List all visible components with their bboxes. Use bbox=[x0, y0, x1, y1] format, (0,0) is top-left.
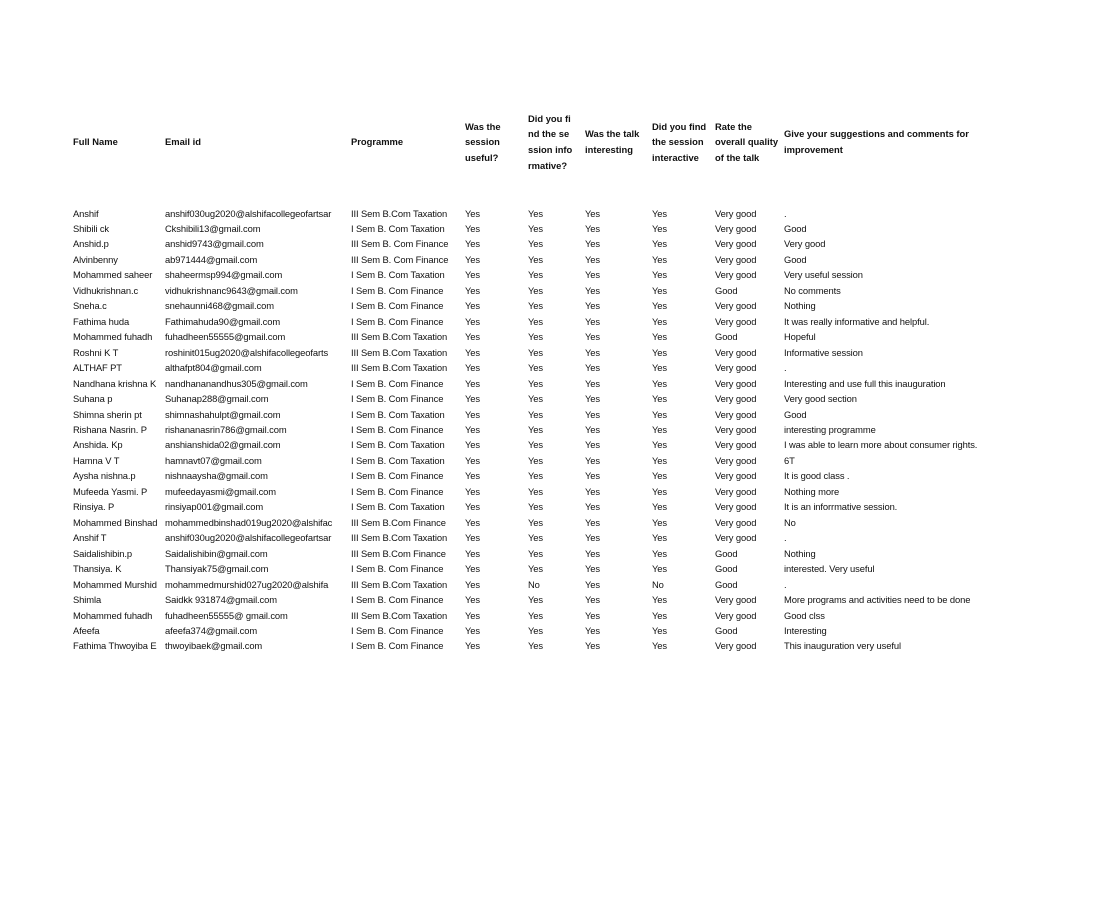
programme-cell[interactable]: III Sem B.Com Finance bbox=[351, 516, 446, 528]
rating-cell[interactable]: Very good bbox=[715, 408, 757, 420]
interactive-cell[interactable]: Yes bbox=[652, 563, 667, 575]
informative-cell[interactable]: Yes bbox=[528, 563, 543, 575]
rating-cell[interactable]: Very good bbox=[715, 315, 757, 327]
interactive-cell[interactable]: Yes bbox=[652, 423, 667, 435]
useful-cell[interactable]: Yes bbox=[465, 624, 480, 636]
interesting-cell[interactable]: Yes bbox=[585, 284, 600, 296]
full-name-cell[interactable]: Mohammed saheer bbox=[73, 269, 153, 281]
interesting-cell[interactable]: Yes bbox=[585, 346, 600, 358]
informative-cell[interactable]: Yes bbox=[528, 408, 543, 420]
email-cell[interactable]: anshif030ug2020@alshifacollegeofartsar bbox=[165, 532, 332, 544]
informative-cell[interactable]: Yes bbox=[528, 547, 543, 559]
interesting-cell[interactable]: Yes bbox=[585, 377, 600, 389]
interactive-cell[interactable]: Yes bbox=[652, 207, 667, 219]
programme-cell[interactable]: III Sem B.Com Taxation bbox=[351, 346, 448, 358]
rating-cell[interactable]: Very good bbox=[715, 377, 757, 389]
useful-cell[interactable]: Yes bbox=[465, 578, 480, 590]
interesting-cell[interactable]: Yes bbox=[585, 516, 600, 528]
useful-cell[interactable]: Yes bbox=[465, 223, 480, 234]
email-cell[interactable]: rinsiyap001@gmail.com bbox=[165, 501, 264, 513]
full-name-cell[interactable]: Anshif bbox=[73, 207, 99, 219]
informative-cell[interactable]: Yes bbox=[528, 377, 543, 389]
interactive-cell[interactable]: Yes bbox=[652, 547, 667, 559]
informative-cell[interactable]: Yes bbox=[528, 423, 543, 435]
interactive-cell[interactable]: No bbox=[652, 578, 664, 590]
rating-cell[interactable]: Very good bbox=[715, 532, 757, 544]
informative-cell[interactable]: Yes bbox=[528, 315, 543, 327]
email-cell[interactable]: shaheermsp994@gmail.com bbox=[165, 269, 283, 281]
full-name-cell[interactable]: Thansiya. K bbox=[73, 563, 122, 575]
comments-cell[interactable]: Good bbox=[784, 253, 807, 265]
header-interesting-label: Was the talk interesting bbox=[585, 128, 640, 155]
header-rating-label: Rate the overall quality of the talk bbox=[715, 120, 779, 163]
interactive-cell[interactable]: Yes bbox=[652, 624, 667, 636]
email-cell[interactable]: thwoyibaek@gmail.com bbox=[165, 640, 263, 652]
email-cell[interactable]: ab971444@gmail.com bbox=[165, 253, 258, 265]
interesting-cell[interactable]: Yes bbox=[585, 609, 600, 621]
interesting-cell[interactable]: Yes bbox=[585, 300, 600, 312]
email-cell[interactable]: mohammedmurshid027ug2020@alshifa bbox=[165, 578, 329, 590]
programme-cell[interactable]: I Sem B. Com Finance bbox=[351, 624, 444, 636]
interactive-cell[interactable]: Yes bbox=[652, 223, 667, 234]
comments-cell[interactable]: More programs and activities need to be done bbox=[784, 594, 971, 605]
informative-cell[interactable]: Yes bbox=[528, 238, 543, 250]
useful-cell[interactable]: Yes bbox=[465, 532, 480, 544]
comments-cell[interactable]: No comments bbox=[784, 284, 841, 296]
comments-cell[interactable]: It was really informative and helpful. bbox=[784, 315, 930, 327]
interesting-cell[interactable]: Yes bbox=[585, 362, 600, 374]
programme-cell[interactable]: III Sem B.Com Taxation bbox=[351, 532, 448, 544]
useful-cell[interactable]: Yes bbox=[465, 238, 480, 250]
rating-cell[interactable]: Very good bbox=[715, 362, 757, 374]
interesting-cell[interactable]: Yes bbox=[585, 501, 600, 513]
rating-cell[interactable]: Very good bbox=[715, 207, 757, 219]
informative-cell[interactable]: Yes bbox=[528, 346, 543, 358]
interesting-cell[interactable]: Yes bbox=[585, 532, 600, 544]
interactive-cell[interactable]: Yes bbox=[652, 501, 667, 513]
comments-cell[interactable]: Interesting bbox=[784, 624, 827, 636]
rating-cell[interactable]: Very good bbox=[715, 393, 757, 404]
useful-cell[interactable]: Yes bbox=[465, 547, 480, 559]
email-cell[interactable]: fuhadheen55555@ gmail.com bbox=[165, 609, 288, 621]
full-name-cell[interactable]: Alvinbenny bbox=[73, 253, 118, 265]
full-name-cell[interactable]: Shimla bbox=[73, 594, 102, 605]
useful-cell[interactable]: Yes bbox=[465, 454, 480, 466]
interesting-cell[interactable]: Yes bbox=[585, 393, 600, 404]
useful-cell[interactable]: Yes bbox=[465, 609, 480, 621]
comments-cell[interactable]: Very useful session bbox=[784, 269, 863, 281]
interactive-cell[interactable]: Yes bbox=[652, 393, 667, 404]
rating-cell[interactable]: Very good bbox=[715, 223, 757, 234]
comments-cell[interactable]: interesting programme bbox=[784, 423, 876, 435]
full-name-cell[interactable]: Hamna V T bbox=[73, 454, 120, 466]
comments-cell[interactable]: Very good section bbox=[784, 393, 857, 404]
informative-cell[interactable]: Yes bbox=[528, 331, 543, 343]
useful-cell[interactable]: Yes bbox=[465, 300, 480, 312]
programme-cell[interactable]: I Sem B. Com Finance bbox=[351, 377, 444, 389]
email-cell[interactable]: hamnavt07@gmail.com bbox=[165, 454, 262, 466]
useful-cell[interactable]: Yes bbox=[465, 315, 480, 327]
comments-cell[interactable]: Informative session bbox=[784, 346, 863, 358]
comments-cell[interactable]: Nothing bbox=[784, 547, 816, 559]
interactive-cell[interactable]: Yes bbox=[652, 315, 667, 327]
header-informative-label: Did you find the session informative? bbox=[528, 112, 573, 171]
full-name-cell[interactable]: Saidalishibin.p bbox=[73, 547, 132, 559]
full-name-cell[interactable]: ALTHAF PT bbox=[73, 362, 122, 374]
rating-cell[interactable]: Very good bbox=[715, 454, 757, 466]
interesting-cell[interactable]: Yes bbox=[585, 439, 600, 451]
comments-cell[interactable]: No bbox=[784, 516, 796, 528]
email-cell[interactable]: vidhukrishnanc9643@gmail.com bbox=[165, 284, 298, 296]
programme-cell[interactable]: I Sem B. Com Finance bbox=[351, 315, 444, 327]
interesting-cell[interactable]: Yes bbox=[585, 269, 600, 281]
useful-cell[interactable]: Yes bbox=[465, 640, 480, 652]
full-name-cell[interactable]: Anshid.p bbox=[73, 238, 109, 250]
interactive-cell[interactable]: Yes bbox=[652, 300, 667, 312]
interesting-cell[interactable]: Yes bbox=[585, 207, 600, 219]
useful-cell[interactable]: Yes bbox=[465, 362, 480, 374]
interactive-cell[interactable]: Yes bbox=[652, 439, 667, 451]
comments-cell[interactable]: Good clss bbox=[784, 609, 825, 621]
email-cell[interactable]: mufeedayasmi@gmail.com bbox=[165, 485, 277, 497]
informative-cell[interactable]: Yes bbox=[528, 253, 543, 265]
full-name-cell[interactable]: Rishana Nasrin. P bbox=[73, 423, 147, 435]
comments-cell[interactable]: Interesting and use full this inauguration bbox=[784, 377, 946, 389]
interesting-cell[interactable]: Yes bbox=[585, 485, 600, 497]
interactive-cell[interactable]: Yes bbox=[652, 362, 667, 374]
useful-cell[interactable]: Yes bbox=[465, 408, 480, 420]
email-cell[interactable]: afeefa374@gmail.com bbox=[165, 624, 258, 636]
rating-cell[interactable]: Very good bbox=[715, 640, 757, 652]
programme-cell[interactable]: I Sem B. Com Finance bbox=[351, 640, 444, 652]
useful-cell[interactable]: Yes bbox=[465, 485, 480, 497]
interactive-cell[interactable]: Yes bbox=[652, 331, 667, 343]
informative-cell[interactable]: Yes bbox=[528, 516, 543, 528]
full-name-cell[interactable]: Sneha.c bbox=[73, 300, 107, 312]
interactive-cell[interactable]: Yes bbox=[652, 470, 667, 482]
email-cell[interactable]: rishananasrin786@gmail.com bbox=[165, 423, 287, 435]
comments-cell[interactable]: 6T bbox=[784, 454, 795, 466]
programme-cell[interactable]: I Sem B. Com Taxation bbox=[351, 501, 445, 513]
full-name-cell[interactable]: Mohammed Binshad bbox=[73, 516, 158, 528]
programme-cell[interactable]: I Sem B. Com Taxation bbox=[351, 439, 445, 451]
interesting-cell[interactable]: Yes bbox=[585, 624, 600, 636]
programme-cell[interactable]: I Sem B. Com Finance bbox=[351, 594, 444, 605]
interesting-cell[interactable]: Yes bbox=[585, 563, 600, 575]
useful-cell[interactable]: Yes bbox=[465, 516, 480, 528]
rating-cell[interactable]: Very good bbox=[715, 346, 757, 358]
informative-cell[interactable]: Yes bbox=[528, 269, 543, 281]
interactive-cell[interactable]: Yes bbox=[652, 594, 667, 605]
programme-cell[interactable]: I Sem B. Com Taxation bbox=[351, 408, 445, 420]
programme-cell[interactable]: I Sem B. Com Taxation bbox=[351, 454, 445, 466]
full-name-cell[interactable]: Mohammed Murshid bbox=[73, 578, 157, 590]
email-cell[interactable]: Saidalishibin@gmail.com bbox=[165, 547, 268, 559]
email-cell[interactable]: snehaunni468@gmail.com bbox=[165, 300, 274, 312]
full-name-cell[interactable]: Afeefa bbox=[73, 624, 100, 636]
informative-cell[interactable]: Yes bbox=[528, 624, 543, 636]
header-email-label: Email id bbox=[165, 136, 201, 148]
programme-cell[interactable]: I Sem B. Com Finance bbox=[351, 300, 444, 312]
informative-cell[interactable]: Yes bbox=[528, 223, 543, 234]
interactive-cell[interactable]: Yes bbox=[652, 408, 667, 420]
rating-cell[interactable]: Very good bbox=[715, 485, 757, 497]
comments-cell[interactable]: Good bbox=[784, 408, 807, 420]
full-name-cell[interactable]: Mohammed fuhadh bbox=[73, 331, 153, 343]
programme-cell[interactable]: III Sem B.Com Taxation bbox=[351, 609, 448, 621]
interesting-cell[interactable]: Yes bbox=[585, 470, 600, 482]
interactive-cell[interactable]: Yes bbox=[652, 640, 667, 652]
email-cell[interactable]: fuhadheen55555@gmail.com bbox=[165, 331, 286, 343]
email-cell[interactable]: mohammedbinshad019ug2020@alshifac bbox=[165, 516, 333, 528]
email-cell[interactable]: shimnashahulpt@gmail.com bbox=[165, 408, 281, 420]
useful-cell[interactable]: Yes bbox=[465, 346, 480, 358]
informative-cell[interactable]: No bbox=[528, 578, 540, 590]
full-name-cell[interactable]: Mufeeda Yasmi. P bbox=[73, 485, 148, 497]
full-name-cell[interactable]: Aysha nishna.p bbox=[73, 470, 136, 482]
rating-cell[interactable]: Very good bbox=[715, 501, 757, 513]
interactive-cell[interactable]: Yes bbox=[652, 253, 667, 265]
full-name-cell[interactable]: Nandhana krishna K bbox=[73, 377, 157, 389]
comments-cell[interactable]: This inauguration very useful bbox=[784, 640, 901, 652]
email-cell[interactable]: Saidkk 931874@gmail.com bbox=[165, 594, 277, 605]
comments-cell[interactable]: . bbox=[784, 207, 787, 219]
interesting-cell[interactable]: Yes bbox=[585, 547, 600, 559]
email-cell[interactable]: Ckshibili13@gmail.com bbox=[165, 223, 261, 234]
full-name-cell[interactable]: Rinsiya. P bbox=[73, 501, 115, 513]
comments-cell[interactable]: . bbox=[784, 532, 787, 544]
comments-cell[interactable]: . bbox=[784, 578, 787, 590]
full-name-cell[interactable]: Anshida. Kp bbox=[73, 439, 123, 451]
interactive-cell[interactable]: Yes bbox=[652, 377, 667, 389]
comments-cell[interactable]: . bbox=[784, 362, 787, 374]
useful-cell[interactable]: Yes bbox=[465, 423, 480, 435]
full-name-cell[interactable]: Mohammed fuhadh bbox=[73, 609, 153, 621]
header-interactive-label: Did you find the session interactive bbox=[652, 120, 707, 163]
interactive-cell[interactable]: Yes bbox=[652, 485, 667, 497]
useful-cell[interactable]: Yes bbox=[465, 377, 480, 389]
programme-cell[interactable]: III Sem B.Com Taxation bbox=[351, 331, 448, 343]
email-cell[interactable]: althafpt804@gmail.com bbox=[165, 362, 262, 374]
informative-cell[interactable]: Yes bbox=[528, 439, 543, 451]
programme-cell[interactable]: III Sem B.Com Finance bbox=[351, 547, 446, 559]
email-cell[interactable]: Suhanap288@gmail.com bbox=[165, 393, 269, 404]
informative-cell[interactable]: Yes bbox=[528, 362, 543, 374]
useful-cell[interactable]: Yes bbox=[465, 269, 480, 281]
email-cell[interactable]: anshif030ug2020@alshifacollegeofartsar bbox=[165, 207, 332, 219]
useful-cell[interactable]: Yes bbox=[465, 501, 480, 513]
comments-cell[interactable]: Hopeful bbox=[784, 331, 816, 343]
full-name-cell[interactable]: Vidhukrishnan.c bbox=[73, 284, 139, 296]
interesting-cell[interactable]: Yes bbox=[585, 454, 600, 466]
header-useful-label: Was the session useful? bbox=[465, 120, 501, 163]
informative-cell[interactable]: Yes bbox=[528, 485, 543, 497]
interesting-cell[interactable]: Yes bbox=[585, 578, 600, 590]
rating-cell[interactable]: Very good bbox=[715, 594, 757, 605]
informative-cell[interactable]: Yes bbox=[528, 594, 543, 605]
rating-cell[interactable]: Good bbox=[715, 331, 738, 343]
programme-cell[interactable]: I Sem B. Com Finance bbox=[351, 563, 444, 575]
comments-cell[interactable]: It is good class . bbox=[784, 470, 850, 482]
rating-cell[interactable]: Very good bbox=[715, 253, 757, 265]
interesting-cell[interactable]: Yes bbox=[585, 594, 600, 605]
full-name-cell[interactable]: Fathima huda bbox=[73, 315, 130, 327]
interesting-cell[interactable]: Yes bbox=[585, 238, 600, 250]
header-comments-label: Give your suggestions and comments for improvement bbox=[784, 128, 969, 155]
programme-cell[interactable]: III Sem B. Com Finance bbox=[351, 238, 449, 250]
useful-cell[interactable]: Yes bbox=[465, 253, 480, 265]
programme-cell[interactable]: III Sem B.Com Taxation bbox=[351, 362, 448, 374]
useful-cell[interactable]: Yes bbox=[465, 207, 480, 219]
useful-cell[interactable]: Yes bbox=[465, 284, 480, 296]
rating-cell[interactable]: Very good bbox=[715, 609, 757, 621]
rating-cell[interactable]: Very good bbox=[715, 516, 757, 528]
comments-cell[interactable]: Nothing bbox=[784, 300, 816, 312]
informative-cell[interactable]: Yes bbox=[528, 393, 543, 404]
header-programme-label: Programme bbox=[351, 136, 404, 148]
useful-cell[interactable]: Yes bbox=[465, 439, 480, 451]
rating-cell[interactable]: Good bbox=[715, 578, 738, 590]
interesting-cell[interactable]: Yes bbox=[585, 253, 600, 265]
interactive-cell[interactable]: Yes bbox=[652, 238, 667, 250]
email-cell[interactable]: anshianshida02@gmail.com bbox=[165, 439, 281, 451]
email-cell[interactable]: roshinit015ug2020@alshifacollegeofarts bbox=[165, 346, 329, 358]
comments-cell[interactable]: Nothing more bbox=[784, 485, 840, 497]
interesting-cell[interactable]: Yes bbox=[585, 331, 600, 343]
informative-cell[interactable]: Yes bbox=[528, 454, 543, 466]
rating-cell[interactable]: Very good bbox=[715, 238, 757, 250]
comments-cell[interactable]: It is an inforrmative session. bbox=[784, 501, 898, 513]
interactive-cell[interactable]: Yes bbox=[652, 609, 667, 621]
interesting-cell[interactable]: Yes bbox=[585, 223, 600, 234]
interactive-cell[interactable]: Yes bbox=[652, 516, 667, 528]
rating-cell[interactable]: Very good bbox=[715, 269, 757, 281]
interesting-cell[interactable]: Yes bbox=[585, 423, 600, 435]
programme-cell[interactable]: I Sem B. Com Finance bbox=[351, 470, 444, 482]
programme-cell[interactable]: III Sem B.Com Taxation bbox=[351, 207, 448, 219]
comments-cell[interactable]: interested. Very useful bbox=[784, 563, 875, 575]
email-cell[interactable]: anshid9743@gmail.com bbox=[165, 238, 264, 250]
comments-cell[interactable]: I was able to learn more about consumer rights. bbox=[784, 439, 978, 451]
email-cell[interactable]: Fathimahuda90@gmail.com bbox=[165, 315, 281, 327]
programme-cell[interactable]: III Sem B.Com Taxation bbox=[351, 578, 448, 590]
full-name-cell[interactable]: Fathima Thwoyiba E bbox=[73, 640, 157, 652]
informative-cell[interactable]: Yes bbox=[528, 284, 543, 296]
rating-cell[interactable]: Very good bbox=[715, 423, 757, 435]
header-full-name-label: Full Name bbox=[73, 136, 118, 148]
full-name-cell[interactable]: Anshif T bbox=[73, 532, 107, 544]
interesting-cell[interactable]: Yes bbox=[585, 640, 600, 652]
informative-cell[interactable]: Yes bbox=[528, 640, 543, 652]
informative-cell[interactable]: Yes bbox=[528, 300, 543, 312]
email-cell[interactable]: nishnaaysha@gmail.com bbox=[165, 470, 268, 482]
full-name-cell[interactable]: Shibili ck bbox=[73, 223, 109, 234]
comments-cell[interactable]: Good bbox=[784, 223, 807, 234]
programme-cell[interactable]: I Sem B. Com Finance bbox=[351, 393, 444, 404]
rating-cell[interactable]: Very good bbox=[715, 300, 757, 312]
rating-cell[interactable]: Very good bbox=[715, 470, 757, 482]
interesting-cell[interactable]: Yes bbox=[585, 408, 600, 420]
rating-cell[interactable]: Good bbox=[715, 563, 738, 575]
informative-cell[interactable]: Yes bbox=[528, 470, 543, 482]
useful-cell[interactable]: Yes bbox=[465, 563, 480, 575]
interactive-cell[interactable]: Yes bbox=[652, 454, 667, 466]
programme-cell[interactable]: III Sem B. Com Finance bbox=[351, 253, 449, 265]
programme-cell[interactable]: I Sem B. Com Finance bbox=[351, 423, 444, 435]
useful-cell[interactable]: Yes bbox=[465, 470, 480, 482]
informative-cell[interactable]: Yes bbox=[528, 501, 543, 513]
full-name-cell[interactable]: Suhana p bbox=[73, 393, 113, 404]
programme-cell[interactable]: I Sem B. Com Finance bbox=[351, 284, 444, 296]
rating-cell[interactable]: Good bbox=[715, 284, 738, 296]
interactive-cell[interactable]: Yes bbox=[652, 532, 667, 544]
useful-cell[interactable]: Yes bbox=[465, 393, 480, 404]
informative-cell[interactable]: Yes bbox=[528, 207, 543, 219]
full-name-cell[interactable]: Shimna sherin pt bbox=[73, 408, 142, 420]
programme-cell[interactable]: I Sem B. Com Taxation bbox=[351, 223, 445, 234]
useful-cell[interactable]: Yes bbox=[465, 331, 480, 343]
useful-cell[interactable]: Yes bbox=[465, 594, 480, 605]
interactive-cell[interactable]: Yes bbox=[652, 269, 667, 281]
interactive-cell[interactable]: Yes bbox=[652, 284, 667, 296]
programme-cell[interactable]: I Sem B. Com Taxation bbox=[351, 269, 445, 281]
email-cell[interactable]: nandhananandhus305@gmail.com bbox=[165, 377, 308, 389]
rating-cell[interactable]: Good bbox=[715, 624, 738, 636]
interactive-cell[interactable]: Yes bbox=[652, 346, 667, 358]
informative-cell[interactable]: Yes bbox=[528, 532, 543, 544]
email-cell[interactable]: Thansiyak75@gmail.com bbox=[165, 563, 269, 575]
rating-cell[interactable]: Good bbox=[715, 547, 738, 559]
programme-cell[interactable]: I Sem B. Com Finance bbox=[351, 485, 444, 497]
informative-cell[interactable]: Yes bbox=[528, 609, 543, 621]
interesting-cell[interactable]: Yes bbox=[585, 315, 600, 327]
full-name-cell[interactable]: Roshni K T bbox=[73, 346, 119, 358]
comments-cell[interactable]: Very good bbox=[784, 238, 826, 250]
rating-cell[interactable]: Very good bbox=[715, 439, 757, 451]
